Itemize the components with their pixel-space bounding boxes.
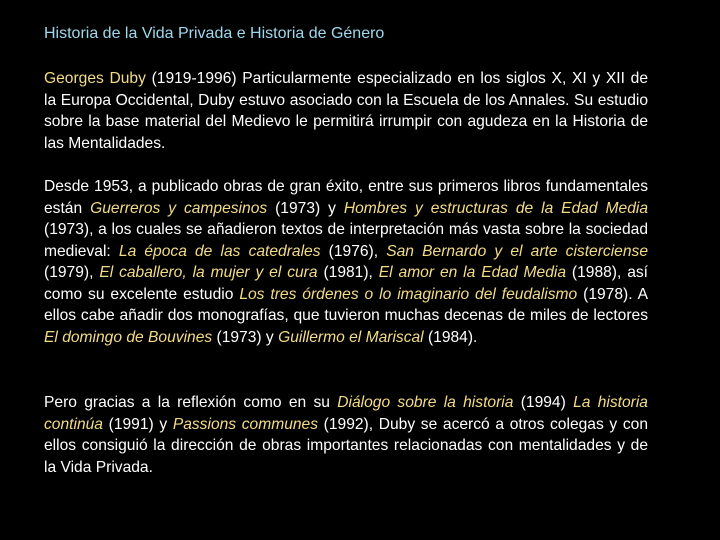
book-title-dialogo: Diálogo sobre la historia	[337, 394, 514, 411]
text-segment: (1973), a los cuales se añadieron textos de interpretación más vasta sobre la sociedad medieval:	[44, 221, 648, 260]
book-title-passions: Passions communes	[172, 415, 319, 433]
text-segment: (1978). A ellos cabe añadir dos monografías, que tuvieron muchas decenas de miles de lectores	[44, 285, 648, 324]
book-title-hombres: Hombres y estructuras de la Edad Media	[343, 199, 648, 217]
paragraph-works	[44, 176, 648, 348]
book-title-tres-ordenes: Los tres órdenes o lo imaginario del feudalismo	[239, 285, 578, 303]
book-title-caballero: El caballero, la mujer y el cura	[99, 264, 318, 281]
text-segment: (1981),	[317, 264, 379, 281]
text-segment: (1973) y	[267, 199, 344, 217]
paragraph-duby-bio	[44, 68, 648, 154]
text-segment: Pero gracias a la reflexión como en su	[44, 394, 338, 411]
author-name: Georges Duby	[44, 70, 146, 87]
book-title-mariscal: Guillermo el Mariscal	[278, 328, 424, 346]
bio-text: (1919-1996) Particularmente especializado en los siglos X, XI y XII de la Europa Occidental, Duby estuvo asociado con la Escuela de los Annales. Su estudio sobre la base material del Medievo le permitirá irrumpir con agudeza en la Historia de las Mentalidades.	[44, 70, 648, 152]
book-title-amor: El amor en la Edad Media	[378, 264, 567, 281]
text-segment: (1992), Duby se acercó a otros colegas y con ellos consiguió la dirección de obras importantes relacionadas con mentalidades y de la Vida Privada.	[44, 415, 649, 476]
text-segment: (1994)	[513, 394, 574, 411]
text-segment: (1973) y	[212, 328, 279, 346]
text-segment: (1979),	[44, 264, 100, 281]
slide-title: Historia de la Vida Privada e Historia de Género	[44, 25, 385, 42]
text-segment: (1984).	[423, 328, 478, 346]
text-segment: (1991) y	[102, 415, 173, 433]
book-title-guerreros: Guerreros y campesinos	[90, 199, 268, 217]
text-segment: (1988), así como su excelente estudio	[44, 264, 649, 303]
book-title-san-bernardo: San Bernardo y el arte cisterciense	[386, 242, 648, 260]
book-title-bouvines: El domingo de Bouvines	[44, 328, 213, 346]
paragraph-collaborations	[44, 392, 648, 478]
text-segment: (1976),	[320, 242, 387, 260]
book-title-catedrales: La época de las catedrales	[118, 242, 321, 260]
book-title-historia-continua: La historia continúa	[44, 394, 648, 433]
text-segment: Desde 1953, a publicado obras de gran éxito, entre sus primeros libros fundamentales están	[44, 178, 648, 217]
